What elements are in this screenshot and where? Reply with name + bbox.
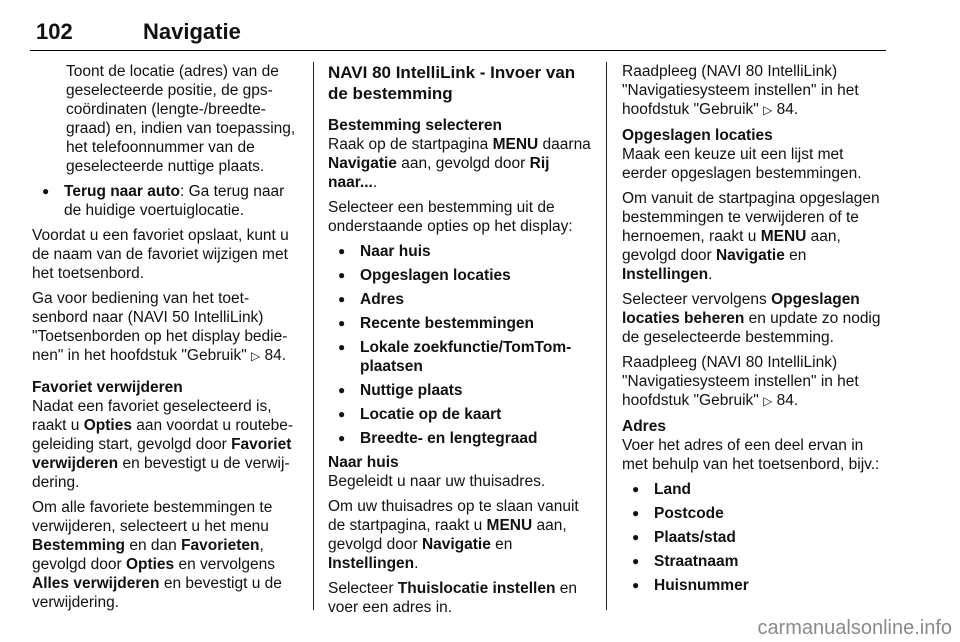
list-item: ● Breedte- en lengtegraad xyxy=(328,429,596,448)
list-item: ● Opgeslagen locaties xyxy=(328,266,596,285)
paragraph: Raadpleeg (NAVI 80 IntelliLink) "Navigatiesysteem instellen" in het hoofdstuk "Gebruik" ▷ 84. xyxy=(622,63,859,118)
subheading: Bestemming selecteren xyxy=(328,117,503,134)
list-item: ● Nuttige plaats xyxy=(328,381,596,400)
list-item: ● Straatnaam xyxy=(622,552,890,571)
paragraph: Voer het adres of een deel ervan in met behulp van het toetsenbord, bijv.: xyxy=(622,437,880,473)
page-header xyxy=(30,16,886,51)
paragraph: Selecteer Thuislocatie instellen en voer een adres in. xyxy=(328,580,577,616)
paragraph: Toont de locatie (adres) van de geselecteerde positie, de gps-coördinaten (lengte-/breedte-graad) en, indien van toepassing, het telefoonnummer van de geselecteerde nuttige plaats. xyxy=(66,63,296,175)
page-ref-icon: ▷ xyxy=(763,103,773,117)
list-item: ● Lokale zoekfunctie/TomTom-plaatsen xyxy=(328,338,596,376)
list-item: ● Naar huis xyxy=(328,242,596,261)
paragraph: Nadat een favoriet geselecteerd is, raakt u Opties aan voordat u routebe-geleiding start, gevolgd door Favoriet verwijderen en bevestigt u de verwij-dering. xyxy=(32,398,294,491)
paragraph: Raak op de startpagina MENU daarna Navigatie aan, gevolgd door Rij naar.... xyxy=(328,136,591,191)
list-item: ● Huisnummer xyxy=(622,576,890,595)
watermark: carmanualsonline.info xyxy=(757,617,952,639)
list-item: ● Postcode xyxy=(622,504,890,523)
subheading: Adres xyxy=(622,418,666,435)
column-divider xyxy=(313,62,314,610)
page-ref-icon: ▷ xyxy=(251,349,261,363)
paragraph: Om vanuit de startpagina opgeslagen bestemmingen te verwijderen of te hernoemen, raakt u MENU aan, gevolgd door Navigatie en Instellingen. xyxy=(622,190,880,283)
subheading: Opgeslagen locaties xyxy=(622,127,773,144)
section-heading: NAVI 80 IntelliLink - Invoer van de bestemming xyxy=(328,63,576,103)
column-3 xyxy=(622,62,890,600)
list-item: ● Adres xyxy=(328,290,596,309)
paragraph: Raadpleeg (NAVI 80 IntelliLink) "Navigatiesysteem instellen" in het hoofdstuk "Gebruik" ▷ 84. xyxy=(622,354,859,409)
column-2 xyxy=(328,62,596,623)
list-item: ● Terug naar auto: Ga terug naar de huidige voertuiglocatie. xyxy=(32,182,302,220)
list-item: ● Locatie op de kaart xyxy=(328,405,596,424)
subheading: Naar huis xyxy=(328,454,399,471)
page-number: 102 xyxy=(36,19,73,44)
paragraph: Om uw thuisadres op te slaan vanuit de startpagina, raakt u MENU aan, gevolgd door Navigatie en Instellingen. xyxy=(328,498,579,572)
column-1 xyxy=(32,62,302,618)
column-divider xyxy=(606,62,607,610)
subheading: Favoriet verwijderen xyxy=(32,379,183,396)
paragraph: Selecteer een bestemming uit de onderstaande opties op het display: xyxy=(328,199,573,235)
paragraph: Maak een keuze uit een lijst met eerder opgeslagen bestemmingen. xyxy=(622,146,862,182)
paragraph: Begeleidt u naar uw thuisadres. xyxy=(328,473,546,490)
paragraph: Selecteer vervolgens Opgeslagen locaties beheren en update zo nodig de geselecteerde bestemming. xyxy=(622,291,881,346)
list-item: ● Recente bestemmingen xyxy=(328,314,596,333)
list-item: ● Land xyxy=(622,480,890,499)
paragraph: Voordat u een favoriet opslaat, kunt u de naam van de favoriet wijzigen met het toetsenbord. xyxy=(32,227,289,282)
list-item: ● Plaats/stad xyxy=(622,528,890,547)
section-title: Navigatie xyxy=(143,19,241,44)
paragraph: Ga voor bediening van het toet-senbord naar (NAVI 50 IntelliLink) "Toetsenborden op het display bedie-nen" in het hoofdstuk "Gebruik" ▷ 84. xyxy=(32,290,288,364)
page-ref-icon: ▷ xyxy=(763,394,773,408)
paragraph: Om alle favoriete bestemmingen te verwijderen, selecteert u het menu Bestemming en dan Favorieten, gevolgd door Opties en vervolgens Alles verwijderen en bevestigt u de verwijdering. xyxy=(32,499,282,611)
